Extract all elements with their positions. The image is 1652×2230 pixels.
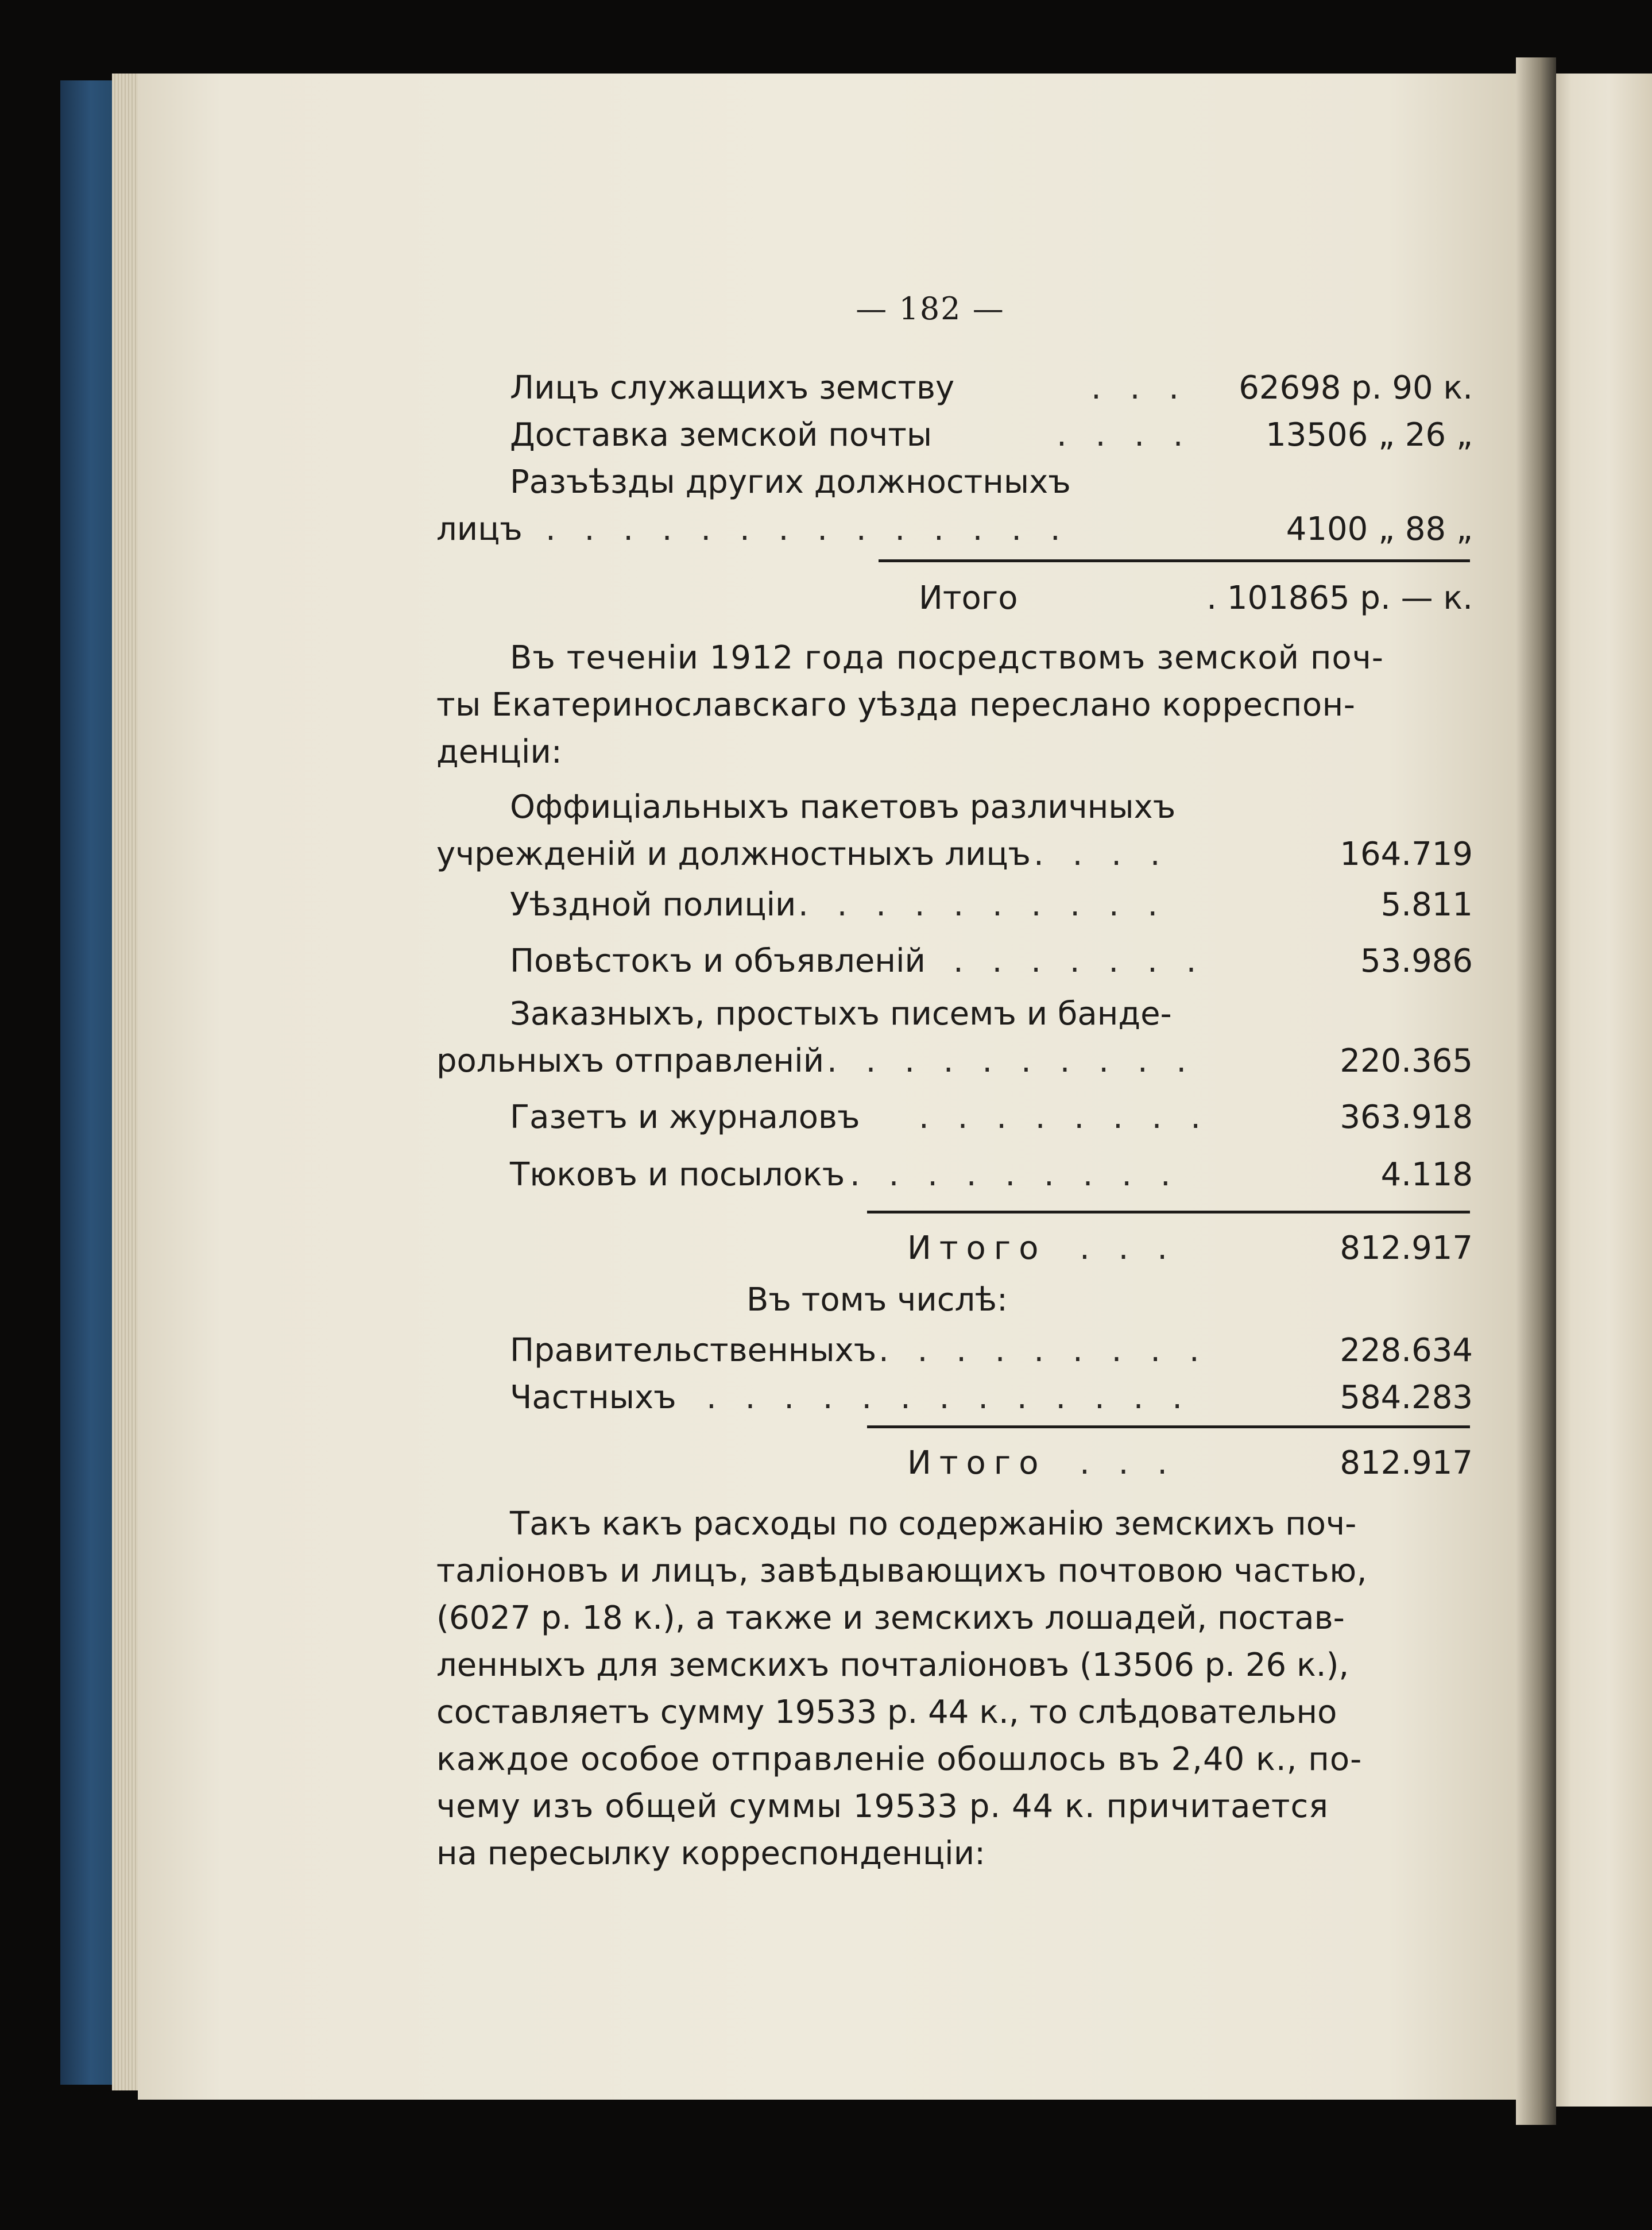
total-label: Итого (907, 1230, 1047, 1267)
row-value: 5.811 (1380, 886, 1473, 923)
text-line: составляетъ сумму 19533 р. 44 к., то слѣдовательно (436, 1694, 1337, 1731)
text-line: таліоновъ и лицъ, завѣдывающихъ почтовою частью, (436, 1552, 1368, 1590)
page-number: — 182 — (856, 291, 1005, 327)
leader-dots: . . . . . . . . . (879, 1332, 1209, 1369)
leader-dots: . . . . . . . . . (850, 1156, 1180, 1193)
row-label: Частныхъ (510, 1379, 676, 1416)
expense-label: Лицъ служащихъ земству (510, 369, 955, 407)
expense-value: 13506 „ 26 „ (1266, 416, 1473, 454)
leader-dots: . . . . (1034, 836, 1170, 873)
leader-dots: . . . . . . . . . . . . . (706, 1379, 1192, 1416)
total-label: Итого (919, 579, 1018, 617)
leader-dots: . . . . . . . (953, 942, 1206, 980)
row-label: Уѣздной полиціи (510, 886, 796, 923)
row-label: Заказныхъ, простыхъ писемъ и банде- (510, 995, 1172, 1033)
row-label: Газетъ и журналовъ (510, 1099, 860, 1136)
expense-value: 4100 „ 88 „ (1286, 511, 1473, 548)
expense-label: Доставка земской почты (510, 416, 933, 454)
text-line: денціи: (436, 733, 562, 771)
row-label: Оффиціальныхъ пакетовъ различныхъ (510, 789, 1176, 826)
row-value: 363.918 (1340, 1099, 1473, 1136)
expense-label: лицъ (436, 511, 523, 548)
text-line: чему изъ общей суммы 19533 р. 44 к. причитается (436, 1788, 1329, 1825)
total-rule (867, 1211, 1470, 1213)
leader-dots: . . . (1080, 1230, 1177, 1267)
text-line: на пересылку корреспонденціи: (436, 1835, 985, 1872)
book-page (138, 74, 1527, 2100)
row-value: 220.365 (1340, 1042, 1473, 1080)
total-value: 812.917 (1340, 1230, 1473, 1267)
row-label: Тюковъ и посылокъ (510, 1156, 845, 1193)
leader-dots: . . . . . . . . . . (827, 1042, 1196, 1080)
leader-dots: . . . . (1057, 416, 1193, 454)
leader-dots: . . . . . . . . (919, 1099, 1210, 1136)
leader-dots: . . . . . . . . . . (798, 886, 1167, 923)
text-line: ленныхъ для земскихъ почталіоновъ (13506 р. 26 к.), (436, 1647, 1349, 1684)
text-line: Такъ какъ расходы по содержанію земскихъ поч- (510, 1505, 1357, 1543)
text-line: Въ теченіи 1912 года посредствомъ земской поч- (510, 639, 1384, 677)
row-label: Повѣстокъ и объявленій (510, 942, 926, 980)
total-rule (879, 559, 1470, 562)
leader-dots: . . . . . . . . . . . . . . (545, 511, 1070, 548)
leader-dots: . . . (1080, 1444, 1177, 1482)
total-value: . 101865 р. — к. (1206, 579, 1473, 617)
expense-label: Разъѣзды других должностныхъ (510, 463, 1071, 501)
total-value: 812.917 (1340, 1444, 1473, 1482)
row-label: учрежденій и должностныхъ лицъ (436, 836, 1031, 873)
row-label: рольныхъ отправленій (436, 1042, 825, 1080)
row-value: 228.634 (1340, 1332, 1473, 1369)
row-value: 53.986 (1360, 942, 1473, 980)
total-label: Итого (907, 1444, 1047, 1482)
row-value: 584.283 (1340, 1379, 1473, 1416)
row-value: 164.719 (1340, 836, 1473, 873)
expense-value: 62698 р. 90 к. (1239, 369, 1473, 407)
text-line: (6027 р. 18 к.), а также и земскихъ лошадей, постав- (436, 1599, 1345, 1637)
text-line: ты Екатеринославскаго уѣзда переслано корреспон- (436, 686, 1356, 724)
row-value: 4.118 (1380, 1156, 1473, 1193)
total-rule (867, 1425, 1470, 1428)
subheading: Въ томъ числѣ: (746, 1281, 1008, 1319)
book-binding (1516, 57, 1556, 2125)
text-line: каждое особое отправленіе обошлось въ 2,40 к., по- (436, 1741, 1363, 1778)
leader-dots: . . . (1091, 369, 1189, 407)
facing-page-edge (1545, 74, 1652, 2107)
row-label: Правительственныхъ (510, 1332, 877, 1369)
